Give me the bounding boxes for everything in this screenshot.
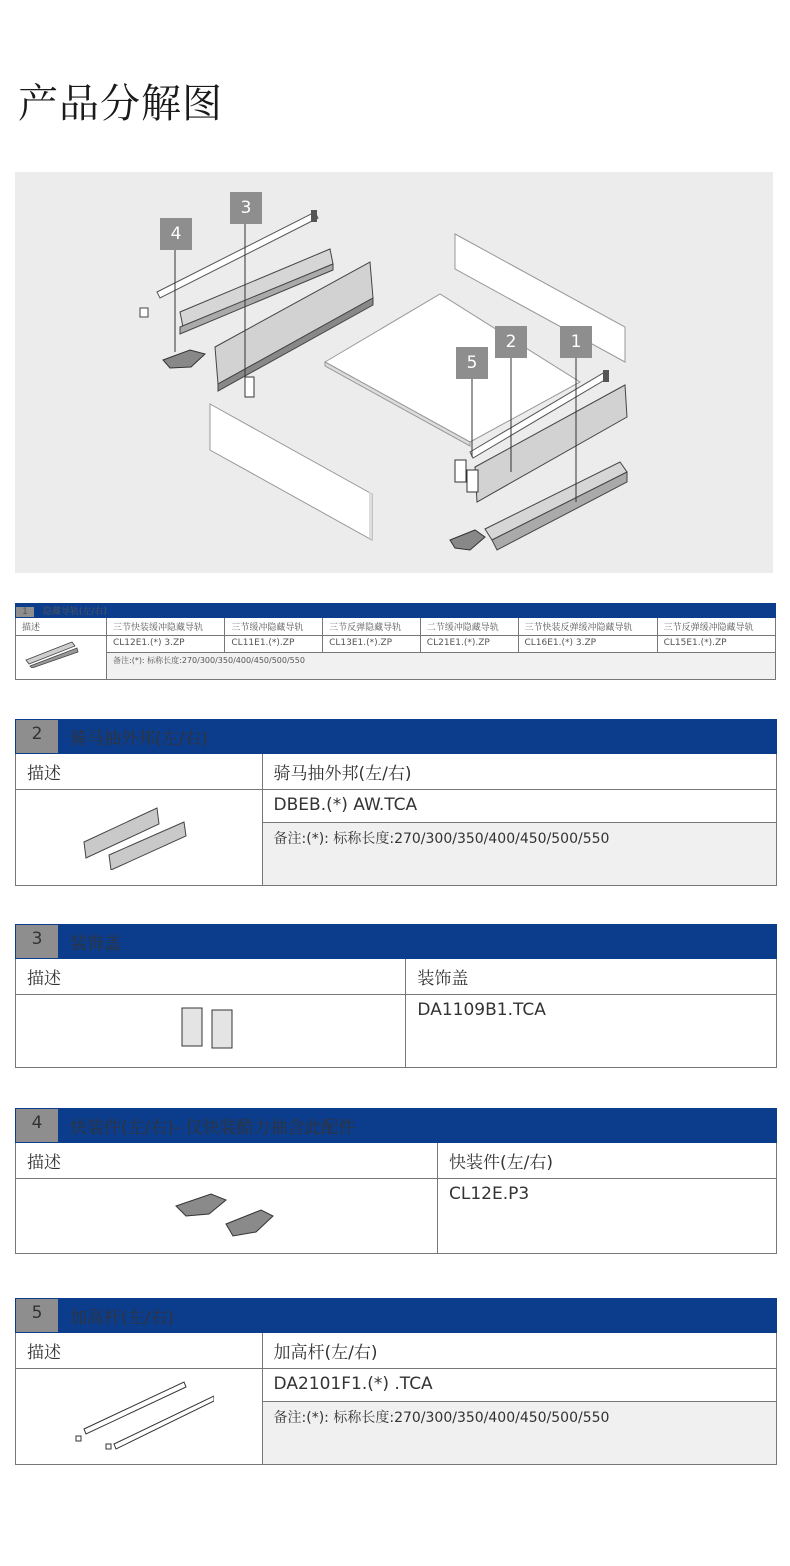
table3-code: DA1109B1.TCA xyxy=(406,995,777,1068)
callout-4: 4 xyxy=(160,218,192,250)
side-panel-image xyxy=(79,800,199,870)
table2-desc-label: 描述 xyxy=(16,754,263,790)
table3-desc-label: 描述 xyxy=(16,959,406,995)
table1-code-2: CL11E1.(*).ZP xyxy=(225,636,323,653)
quick-fitting-image xyxy=(171,1186,281,1242)
table4-number: 4 xyxy=(16,1109,59,1143)
table3-title: 装饰盖 xyxy=(59,925,777,959)
table1-col-6: 三节反弹缓冲隐藏导轨 xyxy=(657,618,775,636)
table-hidden-rail xyxy=(15,603,776,680)
callout-5: 5 xyxy=(456,347,488,379)
table4-desc: 快装件(左/右) xyxy=(437,1143,776,1179)
table-cover-cap xyxy=(15,924,777,1068)
table1-image xyxy=(16,636,107,680)
table1-col-3: 三节反弹隐藏导轨 xyxy=(323,618,421,636)
table2-code: DBEB.(*) AW.TCA xyxy=(262,790,776,823)
table1-note: 备注:(*): 标称长度:270/300/350/400/450/500/550 xyxy=(107,653,776,680)
table5-desc: 加高杆(左/右) xyxy=(262,1333,776,1369)
table1-col-5: 三节快装反弹缓冲隐藏导轨 xyxy=(518,618,657,636)
table1-code-5: CL16E1.(*) 3.ZP xyxy=(518,636,657,653)
callout-2: 2 xyxy=(495,326,527,358)
table-height-rod xyxy=(15,1298,777,1465)
callout-3: 3 xyxy=(230,192,262,224)
table4-image xyxy=(16,1179,438,1254)
exploded-drawing xyxy=(15,172,773,573)
rail-image xyxy=(22,638,82,668)
table1-col-4: 二节缓冲隐藏导轨 xyxy=(420,618,518,636)
cover-cap-image xyxy=(176,1004,246,1054)
page-title: 产品分解图 xyxy=(18,81,223,127)
table3-image xyxy=(16,995,406,1068)
table2-note: 备注:(*): 标称长度:270/300/350/400/450/500/550 xyxy=(262,823,776,886)
table1-code-1: CL12E1.(*) 3.ZP xyxy=(107,636,225,653)
table-quick-fitting xyxy=(15,1108,777,1254)
table5-code: DA2101F1.(*) .TCA xyxy=(262,1369,776,1402)
table3-desc: 装饰盖 xyxy=(406,959,777,995)
height-rod-image xyxy=(64,1374,214,1454)
table5-desc-label: 描述 xyxy=(16,1333,263,1369)
table1-title: 隐藏导轨(左/右) xyxy=(42,607,107,617)
table5-title: 加高杆(左/右) xyxy=(59,1299,777,1333)
table1-code-3: CL13E1.(*).ZP xyxy=(323,636,421,653)
table-drawer-side xyxy=(15,719,777,886)
callout-1: 1 xyxy=(560,326,592,358)
table5-image xyxy=(16,1369,263,1465)
table2-image xyxy=(16,790,263,886)
table5-note: 备注:(*): 标称长度:270/300/350/400/450/500/550 xyxy=(262,1402,776,1465)
table1-col-1: 三节快装缓冲隐藏导轨 xyxy=(107,618,225,636)
table2-number: 2 xyxy=(16,720,59,754)
table1-code-4: CL21E1.(*).ZP xyxy=(420,636,518,653)
table1-desc-label: 描述 xyxy=(16,618,107,636)
table4-desc-label: 描述 xyxy=(16,1143,438,1179)
table1-number: 1 xyxy=(16,607,34,617)
table1-col-2: 三节缓冲隐藏导轨 xyxy=(225,618,323,636)
table2-title: 骑马抽外邦(左/右) xyxy=(59,720,777,754)
table1-code-6: CL15E1.(*).ZP xyxy=(657,636,775,653)
table5-number: 5 xyxy=(16,1299,59,1333)
table2-desc: 骑马抽外邦(左/右) xyxy=(262,754,776,790)
table3-number: 3 xyxy=(16,925,59,959)
table4-code: CL12E.P3 xyxy=(437,1179,776,1254)
exploded-diagram xyxy=(15,172,773,573)
table4-title: 快装件(左/右)- 仅快装酷力抽含此配件 xyxy=(59,1109,777,1143)
